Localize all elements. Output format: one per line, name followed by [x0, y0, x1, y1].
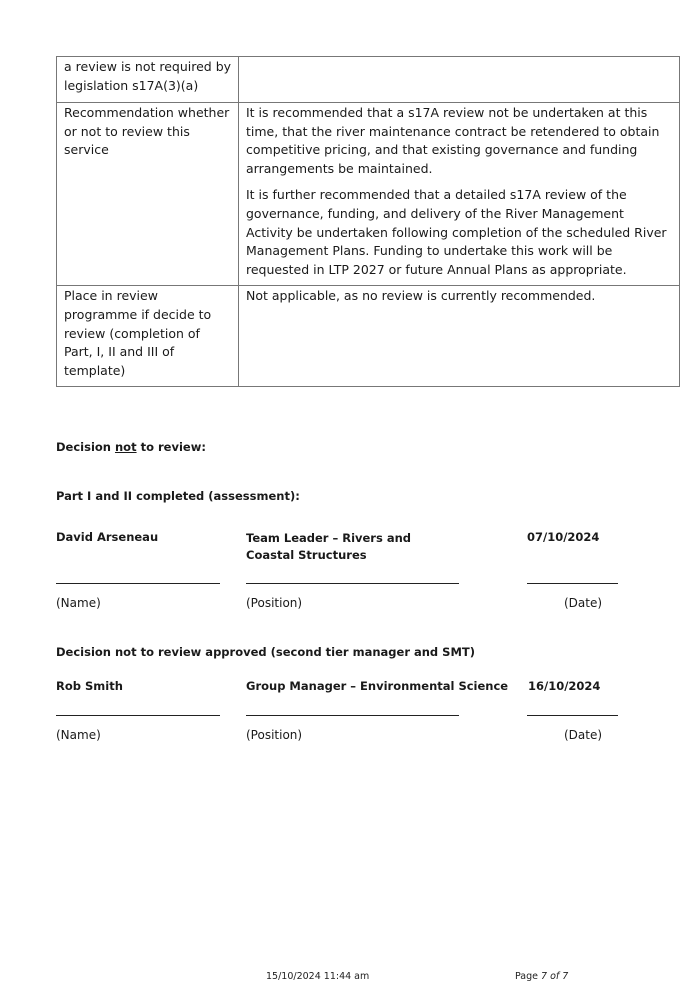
name-caption: (Name) [56, 596, 101, 610]
approver-name: Rob Smith [56, 679, 123, 693]
assessment-date: 07/10/2024 [527, 530, 600, 544]
position-caption: (Position) [246, 728, 303, 742]
row-label: Place in review programme if decide to review (completion of Part, I, II and III of template) [57, 286, 239, 387]
row-value [239, 103, 680, 286]
name-signature-line [56, 715, 220, 716]
date-caption: (Date) [564, 596, 603, 610]
date-signature-line [527, 583, 618, 584]
review-table [56, 56, 680, 387]
table-row [57, 103, 680, 286]
further-recommendation-paragraph: It is further recommended that a detailed s17A review of the governance, funding, and delivery of the River Management Activity be undertaken following completion of the scheduled River Management Plans. Funding to undertake this work will be requested in LTP 2027 or future Annual Plans as appropriate. [246, 187, 667, 277]
row-value-empty [239, 57, 680, 103]
approver-position: Group Manager – Environmental Science [246, 679, 509, 693]
assessor-position: Team Leader – Rivers and Coastal Structures [246, 531, 412, 562]
decision-heading: Decision not to review: [56, 440, 206, 454]
row-value [239, 286, 680, 387]
name-caption: (Name) [56, 728, 101, 742]
table-row [57, 57, 680, 103]
footer-page-number: Page 7 of 7 [515, 971, 569, 982]
date-signature-line [527, 715, 618, 716]
name-signature-line [56, 583, 220, 584]
row-label: a review is not required by legislation s17A(3)(a) [57, 57, 239, 103]
position-caption: (Position) [246, 596, 303, 610]
approval-heading: Decision not to review approved (second tier manager and SMT) [56, 645, 475, 659]
date-caption: (Date) [564, 728, 603, 742]
table-row [57, 286, 680, 387]
approval-date: 16/10/2024 [528, 679, 601, 693]
assessor-name: David Arseneau [56, 530, 159, 544]
place-in-programme-text: Not applicable, as no review is currently recommended. [246, 288, 596, 304]
row-label: Recommendation whether or not to review this service [57, 103, 239, 286]
position-signature-line [246, 583, 459, 584]
footer-timestamp: 15/10/2024 11:44 am [266, 971, 370, 982]
position-signature-line [246, 715, 459, 716]
emphasis-not: not [114, 440, 137, 454]
recommendation-paragraph: It is recommended that a s17A review not be undertaken at this time, that the river maintenance contract be retendered to obtain competitive pricing, and that existing governance and funding arrangements be maintained. [246, 105, 660, 176]
part-heading: Part I and II completed (assessment): [56, 489, 300, 503]
